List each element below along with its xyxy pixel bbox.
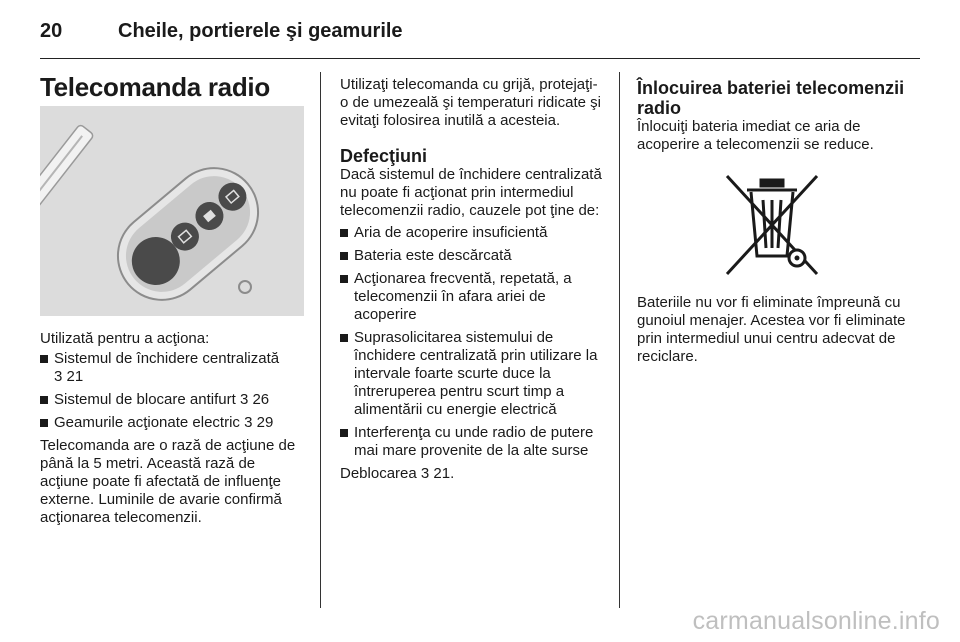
section-title: Telecomanda radio <box>40 72 270 102</box>
page-reference: 3 26 <box>239 391 270 408</box>
page-reference: 3 21. <box>420 465 455 482</box>
list-item <box>340 329 604 419</box>
crossed-out-bin-icon <box>717 170 827 280</box>
disposal-paragraph: Bateriile nu vor fi eliminate împreună cu gunoiul menajer. Acestea vor fi eliminate prin intermediul unui centru adecvat de reciclare. <box>637 294 906 365</box>
chapter-title: Cheile, portierele şi geamurile <box>118 20 403 42</box>
faults-intro: Dacă sistemul de închidere centralizată nu poate fi acţionat prin intermediul telecomenzii radio, cauzele pot ţine de: <box>340 166 602 219</box>
intro-text: Utilizată pentru a acţiona: <box>40 330 210 347</box>
watermark: carmanualsonline.info <box>692 607 940 635</box>
list-item-text: Geamurile acţionate electric <box>54 414 240 431</box>
usage-list <box>40 350 304 432</box>
battery-subtitle: Înlocuirea bateriei telecomenzii radio <box>637 78 905 118</box>
list-item <box>340 424 604 460</box>
list-item <box>340 247 604 265</box>
range-paragraph: Telecomanda are o rază de acţiune de până la 5 metri. Această rază de acţiune poate fi afectată de influenţe externe. Luminile de avarie confirmă acţionarea telecomenzii. <box>40 437 296 526</box>
list-item-text: Bateria este descărcată <box>354 247 512 264</box>
bullet-square-icon <box>40 355 48 363</box>
list-item-text: Suprasolicitarea sistemului de închidere centralizată prin utilizare la intervale foarte scurte duce la întreruperea pentru scurt timp a alimentării cu energie electrică <box>354 329 598 418</box>
column-2 <box>340 70 604 483</box>
faults-subtitle: Defecţiuni <box>340 146 428 166</box>
bullet-square-icon <box>340 334 348 342</box>
list-item <box>340 270 604 324</box>
page-number: 20 <box>40 20 63 42</box>
column-3 <box>637 70 907 366</box>
list-item <box>40 414 304 432</box>
unlock-text: Deblocarea <box>340 465 417 482</box>
fault-causes-list <box>340 224 604 460</box>
bullet-square-icon <box>40 396 48 404</box>
list-item-text: Sistemul de închidere centralizată <box>54 350 280 367</box>
list-item <box>40 391 304 409</box>
unlock-reference <box>340 465 604 483</box>
battery-paragraph: Înlocuiţi bateria imediat ce aria de acoperire a telecomenzii se reduce. <box>637 118 874 153</box>
list-item-text: Sistemul de blocare antifurt <box>54 391 236 408</box>
bullet-square-icon <box>40 419 48 427</box>
list-item-text: Interferenţa cu unde radio de putere mai mare provenite de la alte surse <box>354 424 594 459</box>
column-divider-2 <box>619 72 620 608</box>
bullet-square-icon <box>340 252 348 260</box>
list-item <box>40 350 304 386</box>
page-header <box>40 14 920 54</box>
key-fob-image <box>40 106 304 316</box>
header-divider <box>40 58 920 59</box>
column-divider-1 <box>320 72 321 608</box>
list-item-text: Acţionarea frecventă, repetată, a telecomenzii în afara ariei de acoperire <box>354 270 572 323</box>
page-reference: 3 21 <box>54 368 84 385</box>
list-item-text: Aria de acoperire insuficientă <box>354 224 548 241</box>
column-1 <box>40 70 304 527</box>
bullet-square-icon <box>340 229 348 237</box>
bullet-square-icon <box>340 275 348 283</box>
page-reference: 3 29 <box>244 414 274 431</box>
bullet-square-icon <box>340 429 348 437</box>
list-item <box>340 224 604 242</box>
care-paragraph: Utilizaţi telecomanda cu grijă, protejaţi-o de umezeală şi temperaturi ridicate şi evitaţi folosirea inutilă a acesteia. <box>340 76 601 129</box>
